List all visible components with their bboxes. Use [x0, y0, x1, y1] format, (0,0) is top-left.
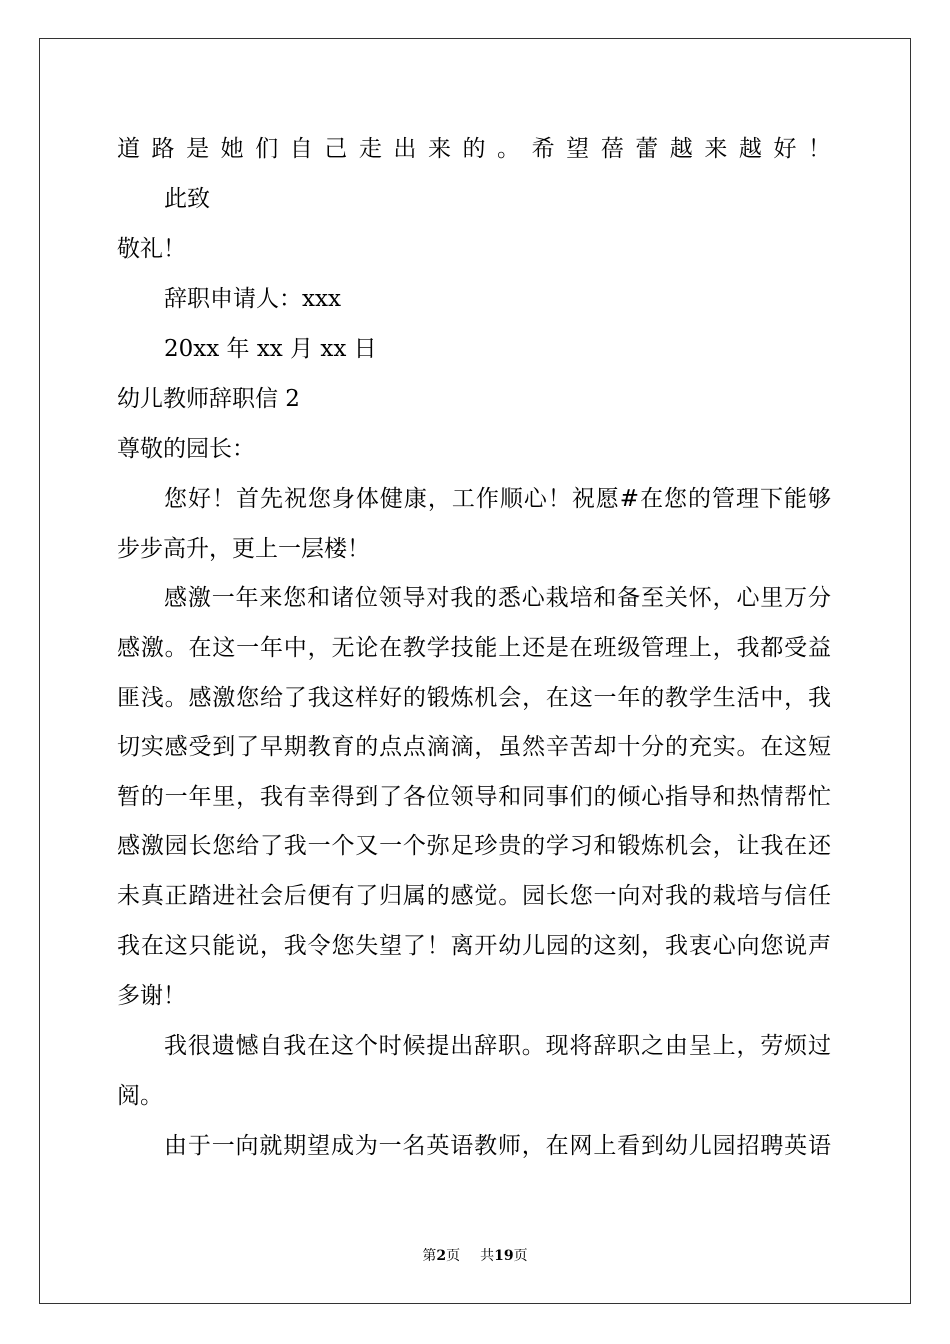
paragraph-line: 感激园长您给了我一个又一个弥足珍贵的学习和锻炼机会，让我在还: [117, 833, 831, 859]
body-line-1: 道路是她们自己走出来的。希望蓓蕾越来越好！: [117, 136, 831, 162]
paragraph-line: 暂的一年里，我有幸得到了各位领导和同事们的倾心指导和热情帮忙: [117, 784, 831, 810]
page-label-post: 页: [446, 1248, 461, 1264]
closing-salutation: 此致: [164, 186, 210, 212]
paragraph-line: 我在这只能说，我令您失望了！离开幼儿园的这刻，我衷心向您说声: [117, 933, 831, 959]
signature-applicant: 辞职申请人：xxx: [164, 286, 341, 312]
page-total: 19: [494, 1248, 514, 1264]
paragraph-line: 切实感受到了早期教育的点点滴滴，虽然辛苦却十分的充实。在这短: [117, 734, 831, 760]
page-label-pre: 第: [422, 1248, 437, 1264]
page-footer: [0, 1247, 950, 1265]
paragraph-line: 由于一向就期望成为一名英语教师，在网上看到幼儿园招聘英语: [164, 1133, 831, 1159]
paragraph-line: 步步高升，更上一层楼！: [117, 536, 370, 562]
page-frame: [39, 38, 911, 1304]
paragraph-line: 感激一年来您和诸位领导对我的悉心栽培和备至关怀，心里万分: [164, 585, 831, 611]
total-label-pre: 共: [480, 1248, 495, 1264]
letter-greeting: 尊敬的园长：: [117, 436, 255, 462]
paragraph-line: 感激。在这一年中，无论在教学技能上还是在班级管理上，我都受益: [117, 635, 831, 661]
signature-date: 20xx 年 xx 月 xx 日: [164, 336, 377, 362]
paragraph-line: 您好！首先祝您身体健康，工作顺心！祝愿#在您的管理下能够: [164, 486, 831, 512]
paragraph-line: 匪浅。感激您给了我这样好的锻炼机会，在这一年的教学生活中，我: [117, 685, 831, 711]
paragraph-line: 未真正踏进社会后便有了归属的感觉。园长您一向对我的栽培与信任: [117, 883, 831, 909]
paragraph-line: 多谢！: [117, 983, 186, 1009]
page-current: 2: [436, 1248, 447, 1264]
total-label-post: 页: [513, 1248, 528, 1264]
letter-title: 幼儿教师辞职信 2: [117, 386, 300, 412]
paragraph-line: 阅。: [117, 1083, 163, 1109]
closing-regards: 敬礼！: [117, 236, 186, 262]
paragraph-line: 我很遗憾自我在这个时候提出辞职。现将辞职之由呈上，劳烦过: [164, 1033, 831, 1059]
